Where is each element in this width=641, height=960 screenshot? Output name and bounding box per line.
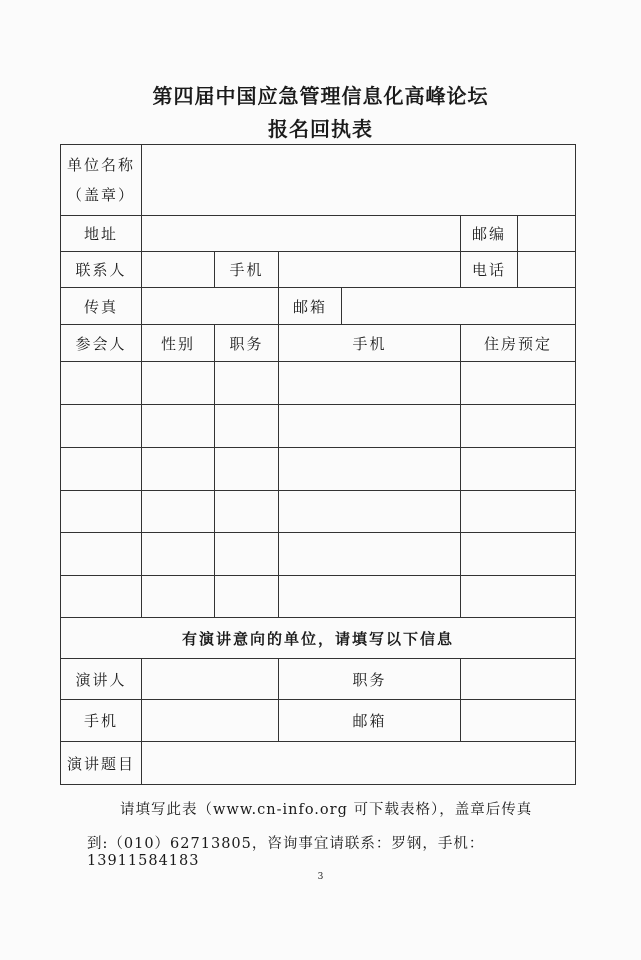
attendee-housing-cell[interactable] <box>461 405 576 448</box>
email-label: 邮箱 <box>279 288 342 325</box>
attendee-housing-cell[interactable] <box>461 491 576 533</box>
attendee-mobile-cell[interactable] <box>279 491 461 533</box>
attendee-row <box>61 362 576 405</box>
housing-label: 住房预定 <box>461 325 576 362</box>
contact-mobile-label: 手机 <box>215 252 279 288</box>
attendee-name-cell[interactable] <box>61 448 142 491</box>
phone-field[interactable] <box>518 252 576 288</box>
form-subtitle: 报名回执表 <box>268 117 373 141</box>
attendee-name-cell[interactable] <box>61 491 142 533</box>
address-field[interactable] <box>142 216 461 252</box>
attendee-header-row <box>61 325 576 362</box>
fax-label: 传真 <box>61 288 142 325</box>
stamp-label: （盖章） <box>67 186 136 204</box>
speaker-email-field[interactable] <box>461 700 576 742</box>
attendee-gender-cell[interactable] <box>142 491 215 533</box>
attendee-gender-cell[interactable] <box>142 576 215 618</box>
attendee-housing-cell[interactable] <box>461 448 576 491</box>
footer-instruction-line2: 到:（010）62713805，咨询事宜请联系：罗钢，手机：13911584183 <box>87 836 485 869</box>
unit-name-field[interactable] <box>142 145 576 216</box>
contact-row <box>61 252 576 288</box>
gender-label: 性别 <box>142 325 215 362</box>
attendee-name-cell[interactable] <box>61 362 142 405</box>
speaker-email-label: 邮箱 <box>279 700 461 742</box>
attendee-position-cell[interactable] <box>215 362 279 405</box>
unit-name-row <box>61 145 576 216</box>
attendee-housing-cell[interactable] <box>461 533 576 576</box>
footer-instruction-line1: 请填写此表（www.cn-info.org 可下载表格），盖章后传真 <box>120 802 533 818</box>
speaker-label: 演讲人 <box>61 659 142 700</box>
address-row <box>61 216 576 252</box>
attendee-position-cell[interactable] <box>215 405 279 448</box>
attendee-gender-cell[interactable] <box>142 405 215 448</box>
page-number: 3 <box>317 872 324 882</box>
attendee-row <box>61 405 576 448</box>
attendee-row <box>61 533 576 576</box>
fax-field[interactable] <box>142 288 279 325</box>
attendee-housing-cell[interactable] <box>461 362 576 405</box>
attendee-label: 参会人 <box>61 325 142 362</box>
postcode-field[interactable] <box>518 216 576 252</box>
attendee-mobile-cell[interactable] <box>279 405 461 448</box>
attendee-position-cell[interactable] <box>215 491 279 533</box>
attendee-mobile-cell[interactable] <box>279 362 461 405</box>
attendee-position-cell[interactable] <box>215 576 279 618</box>
speaker-mobile-label: 手机 <box>61 700 142 742</box>
contact-field[interactable] <box>142 252 215 288</box>
speaker-mobile-field[interactable] <box>142 700 279 742</box>
attendee-row <box>61 491 576 533</box>
attendee-mobile-label: 手机 <box>279 325 461 362</box>
position-label: 职务 <box>215 325 279 362</box>
attendee-gender-cell[interactable] <box>142 533 215 576</box>
speaker-position-label: 职务 <box>279 659 461 700</box>
attendee-name-cell[interactable] <box>61 405 142 448</box>
attendee-mobile-cell[interactable] <box>279 448 461 491</box>
contact-label: 联系人 <box>61 252 142 288</box>
attendee-position-cell[interactable] <box>215 533 279 576</box>
speaker-row <box>61 659 576 700</box>
attendee-name-cell[interactable] <box>61 576 142 618</box>
attendee-row <box>61 576 576 618</box>
contact-mobile-field[interactable] <box>279 252 461 288</box>
speaker-contact-row <box>61 700 576 742</box>
attendee-gender-cell[interactable] <box>142 448 215 491</box>
phone-label: 电话 <box>461 252 518 288</box>
speaker-position-field[interactable] <box>461 659 576 700</box>
attendee-mobile-cell[interactable] <box>279 576 461 618</box>
speech-note-row <box>61 618 576 659</box>
attendee-name-cell[interactable] <box>61 533 142 576</box>
speech-topic-row <box>61 742 576 785</box>
page-title: 第四届中国应急管理信息化高峰论坛 <box>152 84 489 108</box>
unit-name-label: 单位名称 <box>67 156 136 174</box>
attendee-gender-cell[interactable] <box>142 362 215 405</box>
fax-row <box>61 288 576 325</box>
speech-topic-label: 演讲题目 <box>61 742 142 785</box>
address-label: 地址 <box>61 216 142 252</box>
unit-name-label-cell <box>61 145 142 216</box>
speech-topic-field[interactable] <box>142 742 576 785</box>
attendee-position-cell[interactable] <box>215 448 279 491</box>
postcode-label: 邮编 <box>461 216 518 252</box>
registration-form-table <box>60 144 576 785</box>
attendee-row <box>61 448 576 491</box>
speaker-field[interactable] <box>142 659 279 700</box>
email-field[interactable] <box>342 288 576 325</box>
attendee-housing-cell[interactable] <box>461 576 576 618</box>
attendee-mobile-cell[interactable] <box>279 533 461 576</box>
speech-note: 有演讲意向的单位，请填写以下信息 <box>61 618 576 659</box>
